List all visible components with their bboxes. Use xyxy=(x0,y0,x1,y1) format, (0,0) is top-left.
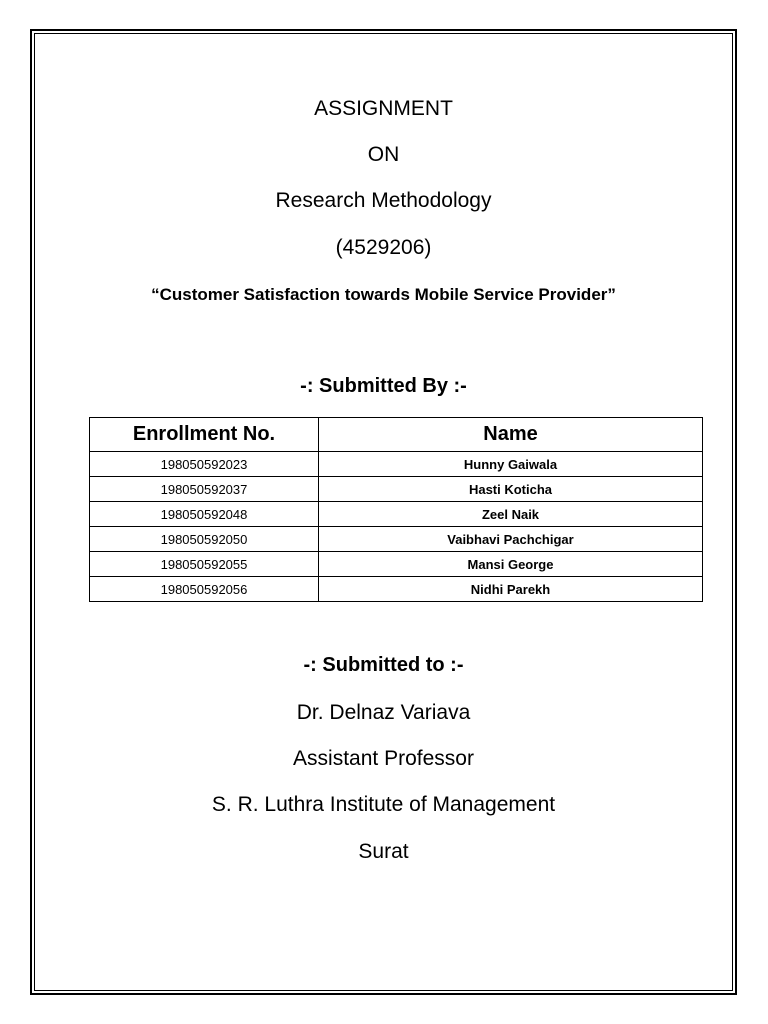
name-cell: Mansi George xyxy=(319,552,703,577)
name-cell: Zeel Naik xyxy=(319,502,703,527)
name-cell: Hunny Gaiwala xyxy=(319,452,703,477)
enrollment-cell: 198050592050 xyxy=(90,527,319,552)
table-row xyxy=(90,527,703,552)
recipient-institute: S. R. Luthra Institute of Management xyxy=(211,793,556,816)
name-cell: Vaibhavi Pachchigar xyxy=(319,527,703,552)
enrollment-cell: 198050592037 xyxy=(90,477,319,502)
enrollment-cell: 198050592055 xyxy=(90,552,319,577)
table-row xyxy=(90,577,703,602)
table-row xyxy=(90,502,703,527)
members-table xyxy=(89,417,703,602)
table-row xyxy=(90,477,703,502)
subject-title: Research Methodology xyxy=(275,189,492,212)
table-row xyxy=(90,552,703,577)
enrollment-column-header: Enrollment No. xyxy=(90,418,319,452)
recipient-city: Surat xyxy=(358,840,409,863)
project-title: “Customer Satisfaction towards Mobile Service Provider” xyxy=(151,285,616,304)
recipient-name: Dr. Delnaz Variava xyxy=(296,701,471,724)
subject-code: (4529206) xyxy=(335,236,432,259)
assignment-heading: ASSIGNMENT xyxy=(314,97,453,120)
submitted-by-heading: -: Submitted By :- xyxy=(300,375,467,397)
recipient-designation: Assistant Professor xyxy=(293,747,474,770)
name-cell: Hasti Koticha xyxy=(319,477,703,502)
enrollment-cell: 198050592023 xyxy=(90,452,319,477)
table-header-row xyxy=(90,418,703,452)
enrollment-cell: 198050592048 xyxy=(90,502,319,527)
enrollment-cell: 198050592056 xyxy=(90,577,319,602)
name-cell: Nidhi Parekh xyxy=(319,577,703,602)
table-row xyxy=(90,452,703,477)
name-column-header: Name xyxy=(319,418,703,452)
submitted-to-heading: -: Submitted to :- xyxy=(303,654,464,676)
on-heading: ON xyxy=(367,143,400,166)
